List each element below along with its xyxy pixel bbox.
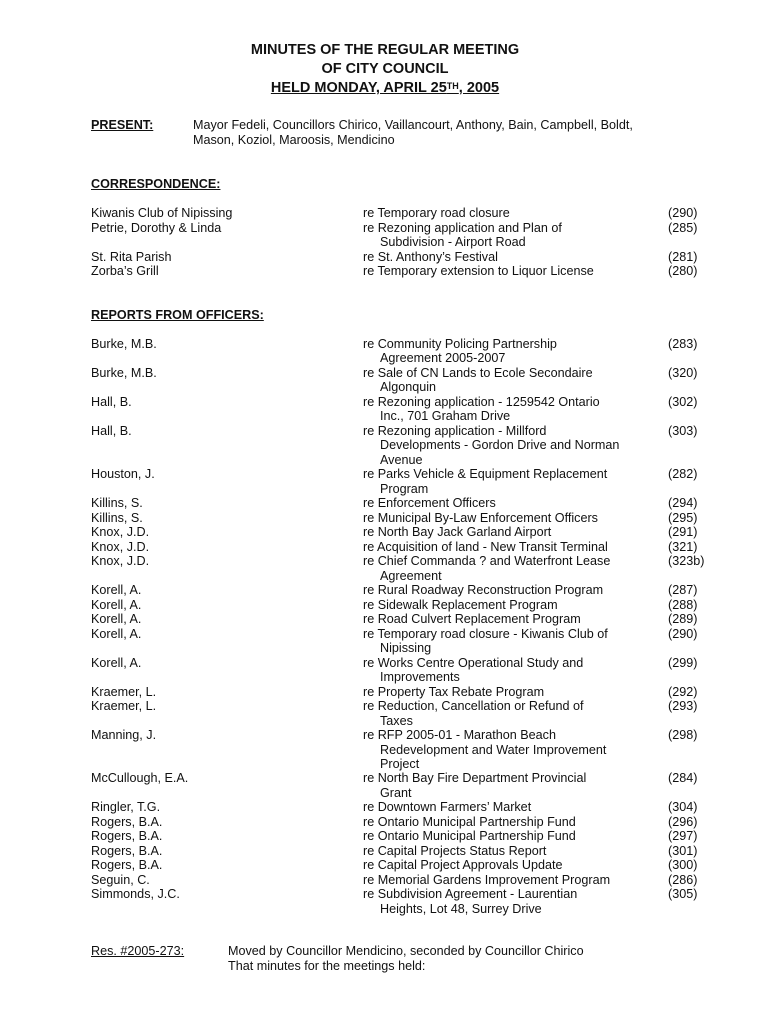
sender-name: Hall, B. — [91, 395, 132, 409]
subject: re Sidewalk Replacement Program — [363, 598, 558, 612]
item-number: (299) — [668, 656, 698, 670]
sender-name: Rogers, B.A. — [91, 815, 163, 829]
present-names-line-2: Mason, Koziol, Maroosis, Mendicino — [193, 133, 395, 147]
sender-name: Kraemer, L. — [91, 685, 157, 699]
subject: re North Bay Fire Department Provincial — [363, 771, 587, 785]
subject: re Acquisition of land - New Transit Terminal — [363, 540, 608, 554]
subject: re Works Centre Operational Study and — [363, 656, 584, 670]
item-number: (300) — [668, 858, 698, 872]
subject-continuation: Algonquin — [380, 380, 437, 394]
sender-name: Zorba’s Grill — [91, 264, 159, 278]
sender-name: Knox, J.D. — [91, 525, 150, 539]
title-line-2: OF CITY COUNCIL — [321, 61, 449, 77]
sender-name: Korell, A. — [91, 598, 142, 612]
item-number: (280) — [668, 264, 698, 278]
item-number: (295) — [668, 511, 698, 525]
subject: re Capital Projects Status Report — [363, 844, 547, 858]
subject: re Community Policing Partnership — [363, 337, 557, 351]
title-date: HELD MONDAY, APRIL 25 — [270, 80, 447, 96]
item-number: (302) — [668, 395, 698, 409]
title-year: , 2005 — [458, 80, 500, 96]
item-number: (289) — [668, 612, 698, 626]
sender-name: Simmonds, J.C. — [91, 887, 180, 901]
sender-name: Korell, A. — [91, 627, 142, 641]
subject: re Parks Vehicle & Equipment Replacement — [363, 467, 608, 481]
subject: re Chief Commanda ? and Waterfront Lease — [363, 554, 611, 568]
sender-name: Burke, M.B. — [91, 366, 157, 380]
item-number: (323b) — [668, 554, 705, 568]
title-line-3 — [0, 80, 770, 97]
sender-name: Rogers, B.A. — [91, 858, 163, 872]
subject: re St. Anthony’s Festival — [363, 250, 498, 264]
item-number: (294) — [668, 496, 698, 510]
subject: re Downtown Farmers’ Market — [363, 800, 532, 814]
subject: re Temporary road closure — [363, 206, 510, 220]
subject-continuation: Agreement — [380, 569, 442, 583]
subject-continuation: Avenue — [380, 453, 423, 467]
sender-name: Hall, B. — [91, 424, 132, 438]
subject: re Ontario Municipal Partnership Fund — [363, 815, 576, 829]
resolution-label: Res. #2005-273: — [91, 944, 185, 958]
subject: re North Bay Jack Garland Airport — [363, 525, 552, 539]
sender-name: Kiwanis Club of Nipissing — [91, 206, 233, 220]
present-names-line-1: Mayor Fedeli, Councillors Chirico, Vaillancourt, Anthony, Bain, Campbell, Boldt, — [193, 118, 633, 132]
subject: re Road Culvert Replacement Program — [363, 612, 581, 626]
subject: re Municipal By-Law Enforcement Officers — [363, 511, 598, 525]
item-number: (321) — [668, 540, 698, 554]
subject-continuation: Redevelopment and Water Improvement — [380, 743, 607, 757]
subject: re Rezoning application - 1259542 Ontario — [363, 395, 600, 409]
sender-name: Knox, J.D. — [91, 554, 150, 568]
present-label: PRESENT: — [91, 118, 154, 132]
sender-name: Killins, S. — [91, 511, 143, 525]
item-number: (287) — [668, 583, 698, 597]
subject-continuation: Improvements — [380, 670, 460, 684]
title-line-1: MINUTES OF THE REGULAR MEETING — [250, 42, 520, 58]
subject: re Sale of CN Lands to Ecole Secondaire — [363, 366, 593, 380]
subject-continuation: Nipissing — [380, 641, 432, 655]
title-date-suffix: TH — [446, 81, 459, 91]
item-number: (297) — [668, 829, 698, 843]
resolution-line-1: Moved by Councillor Mendicino, seconded by Councillor Chirico — [228, 944, 584, 958]
item-number: (305) — [668, 887, 698, 901]
sender-name: Petrie, Dorothy & Linda — [91, 221, 222, 235]
sender-name: Kraemer, L. — [91, 699, 157, 713]
subject-continuation: Program — [380, 482, 429, 496]
item-number: (283) — [668, 337, 698, 351]
sender-name: Korell, A. — [91, 612, 142, 626]
item-number: (290) — [668, 627, 698, 641]
subject: re Property Tax Rebate Program — [363, 685, 545, 699]
item-number: (286) — [668, 873, 698, 887]
subject: re Temporary road closure - Kiwanis Club of — [363, 627, 608, 641]
item-number: (288) — [668, 598, 698, 612]
subject: re Rural Roadway Reconstruction Program — [363, 583, 604, 597]
subject: re Temporary extension to Liquor License — [363, 264, 594, 278]
item-number: (293) — [668, 699, 698, 713]
sender-name: Houston, J. — [91, 467, 155, 481]
sender-name: Killins, S. — [91, 496, 143, 510]
subject: re Ontario Municipal Partnership Fund — [363, 829, 576, 843]
subject: re Rezoning application and Plan of — [363, 221, 562, 235]
sender-name: Seguin, C. — [91, 873, 150, 887]
resolution-line-2: That minutes for the meetings held: — [228, 959, 426, 973]
sender-name: Korell, A. — [91, 583, 142, 597]
item-number: (298) — [668, 728, 698, 742]
item-number: (320) — [668, 366, 698, 380]
sender-name: McCullough, E.A. — [91, 771, 189, 785]
sender-name: Burke, M.B. — [91, 337, 157, 351]
correspondence-heading: CORRESPONDENCE: — [91, 177, 221, 191]
item-number: (292) — [668, 685, 698, 699]
subject: re Reduction, Cancellation or Refund of — [363, 699, 584, 713]
item-number: (301) — [668, 844, 698, 858]
item-number: (284) — [668, 771, 698, 785]
subject-continuation: Developments - Gordon Drive and Norman — [380, 438, 620, 452]
sender-name: St. Rita Parish — [91, 250, 172, 264]
sender-name: Rogers, B.A. — [91, 844, 163, 858]
item-number: (282) — [668, 467, 698, 481]
subject-continuation: Subdivision - Airport Road — [380, 235, 526, 249]
sender-name: Korell, A. — [91, 656, 142, 670]
subject-continuation: Inc., 701 Graham Drive — [380, 409, 511, 423]
subject: re Enforcement Officers — [363, 496, 496, 510]
item-number: (304) — [668, 800, 698, 814]
subject-continuation: Heights, Lot 48, Surrey Drive — [380, 902, 542, 916]
subject-continuation: Project — [380, 757, 420, 771]
sender-name: Rogers, B.A. — [91, 829, 163, 843]
subject-continuation: Taxes — [380, 714, 413, 728]
item-number: (290) — [668, 206, 698, 220]
sender-name: Ringler, T.G. — [91, 800, 161, 814]
item-number: (296) — [668, 815, 698, 829]
item-number: (303) — [668, 424, 698, 438]
subject: re Capital Project Approvals Update — [363, 858, 563, 872]
subject: re RFP 2005-01 - Marathon Beach — [363, 728, 556, 742]
item-number: (291) — [668, 525, 698, 539]
sender-name: Manning, J. — [91, 728, 157, 742]
sender-name: Knox, J.D. — [91, 540, 150, 554]
reports-heading: REPORTS FROM OFFICERS: — [91, 308, 264, 322]
item-number: (281) — [668, 250, 698, 264]
item-number: (285) — [668, 221, 698, 235]
subject: re Memorial Gardens Improvement Program — [363, 873, 611, 887]
subject: re Subdivision Agreement - Laurentian — [363, 887, 578, 901]
subject-continuation: Grant — [380, 786, 412, 800]
subject: re Rezoning application - Millford — [363, 424, 547, 438]
subject-continuation: Agreement 2005-2007 — [380, 351, 506, 365]
